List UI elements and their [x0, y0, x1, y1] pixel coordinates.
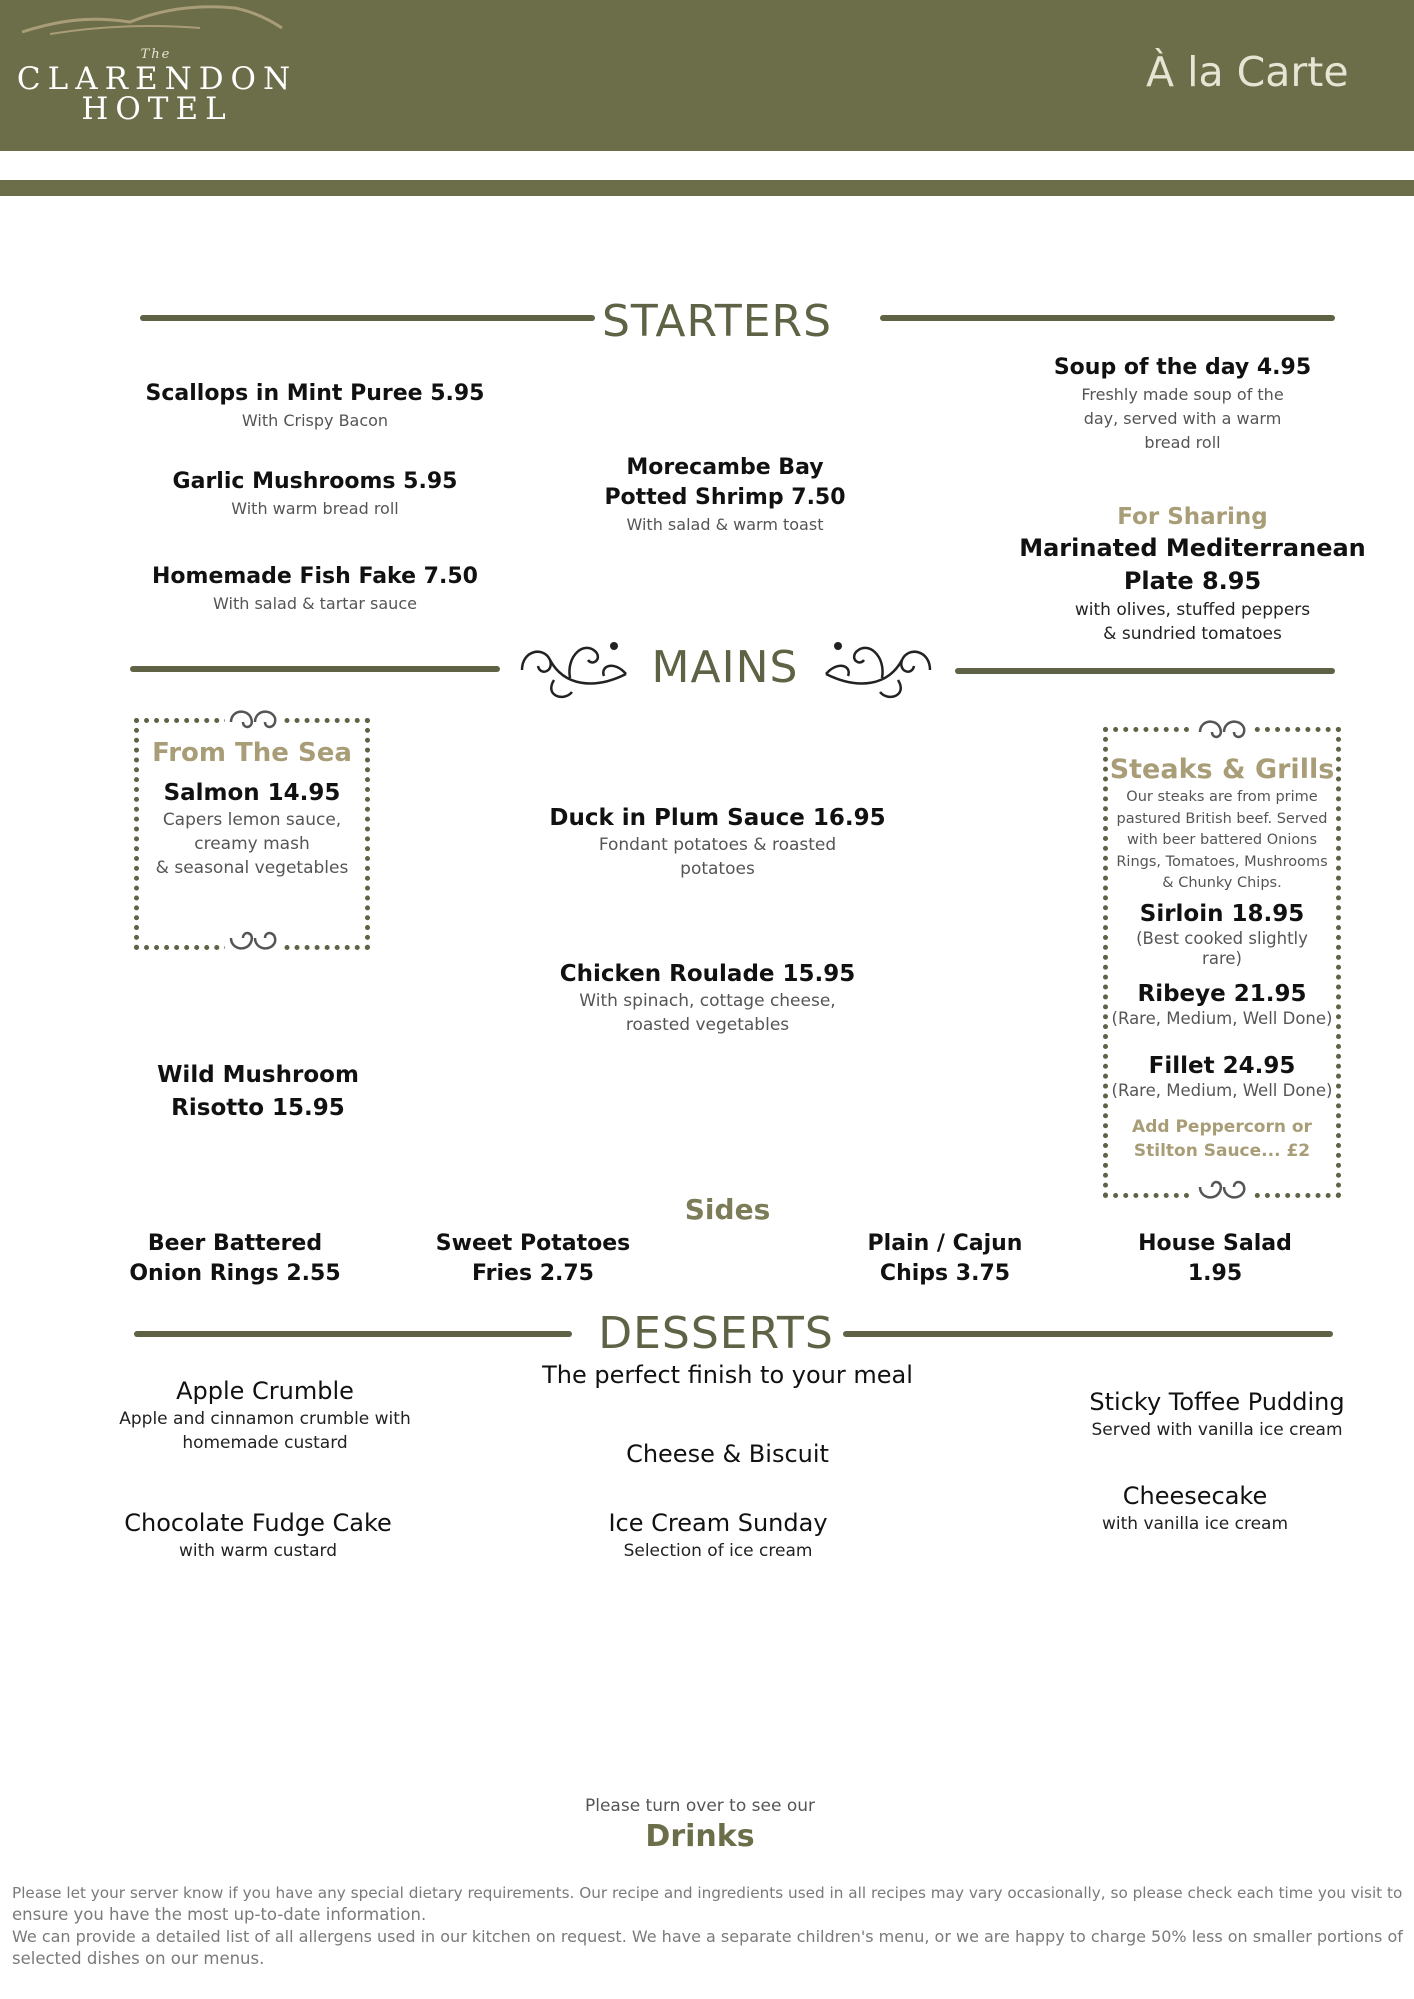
flourish-icon: [1194, 712, 1250, 746]
desserts-rule-left: [134, 1331, 572, 1337]
item-name: Ice Cream Sunday: [608, 1509, 828, 1537]
steaks-grills-content: [1106, 753, 1338, 1163]
item-name: Homemade Fish Fake 7.50: [152, 564, 478, 589]
logo-hotel: HOTEL: [81, 91, 233, 127]
side-line1: Plain / Cajun: [867, 1231, 1023, 1256]
item-desc-line3: & seasonal vegetables: [155, 858, 349, 878]
flourish-icon: [225, 702, 281, 736]
starter-item-potted-shrimp: [545, 453, 905, 537]
item-name: Scallops in Mint Puree 5.95: [145, 381, 485, 406]
item-desc: With Crispy Bacon: [241, 411, 389, 430]
item-desc-line1: Fondant potatoes & roasted: [598, 835, 837, 855]
side-item-sweet-potato-fries: [418, 1229, 648, 1289]
desserts-title: DESSERTS: [598, 1308, 834, 1359]
sirloin-desc-line1: (Best cooked slightly: [1136, 928, 1308, 948]
flourish-icon: [225, 924, 281, 958]
steaks-intro-line3: with beer battered Onions: [1127, 832, 1317, 848]
mains-rule-right: [955, 668, 1335, 674]
item-desc-line2: & sundried tomatoes: [1103, 624, 1282, 644]
from-the-sea-content: [134, 736, 370, 880]
starter-item-scallops: [120, 379, 510, 433]
item-desc-line2: creamy mash: [194, 834, 310, 854]
starter-sharing: [1010, 502, 1375, 646]
sauce-addon-line1: Add Peppercorn or: [1132, 1116, 1312, 1137]
item-name: Cheesecake: [1122, 1482, 1268, 1510]
scroll-ornament-icon: [818, 630, 938, 706]
starter-item-fish-fake: [120, 562, 510, 616]
item-desc: Served with vanilla ice cream: [1091, 1420, 1343, 1440]
desserts-subtitle: The perfect finish to your meal: [542, 1361, 913, 1389]
fillet-name: Fillet 24.95: [1148, 1052, 1296, 1079]
item-name-line1: Wild Mushroom: [157, 1062, 359, 1088]
starter-item-soup: [1010, 353, 1355, 455]
starters-rule-left: [140, 315, 595, 321]
side-line2: Onion Rings 2.55: [129, 1261, 341, 1286]
item-desc: with warm custard: [179, 1541, 337, 1561]
item-desc: With salad & tartar sauce: [213, 594, 417, 613]
sirloin-desc-line2: rare): [1202, 948, 1242, 968]
drinks-link[interactable]: Drinks: [645, 1819, 755, 1854]
side-item-house-salad: [1100, 1229, 1330, 1289]
side-line1: House Salad: [1138, 1231, 1292, 1256]
sirloin-name: Sirloin 18.95: [1139, 900, 1305, 927]
turnover-text: Please turn over to see our: [584, 1796, 815, 1816]
item-desc-line2: roasted vegetables: [625, 1015, 790, 1035]
item-desc-line2: potatoes: [680, 859, 755, 879]
fillet-desc: (Rare, Medium, Well Done): [1111, 1080, 1333, 1100]
side-item-chips: [830, 1229, 1060, 1289]
dessert-item-ice-cream-sunday: [580, 1507, 856, 1563]
footer-line4: selected dishes on our menus.: [12, 1949, 265, 1968]
item-desc-line3: bread roll: [1144, 433, 1221, 452]
item-desc: with vanilla ice cream: [1101, 1514, 1289, 1534]
from-the-sea-heading: From The Sea: [152, 738, 352, 768]
steaks-intro-line5: & Chunky Chips.: [1162, 875, 1282, 891]
hills-logo-icon: [20, 2, 290, 38]
ribeye-desc: (Rare, Medium, Well Done): [1111, 1008, 1333, 1028]
starter-item-garlic-mushrooms: [120, 467, 510, 521]
item-desc-line1: with olives, stuffed peppers: [1074, 600, 1311, 620]
dessert-item-cheese-biscuit: [580, 1438, 875, 1470]
sauce-addon-line2: Stilton Sauce... £2: [1133, 1140, 1311, 1161]
item-desc-line2: day, served with a warm: [1083, 409, 1282, 428]
logo-clarendon: CLARENDON: [16, 61, 298, 97]
side-line2: Fries 2.75: [472, 1261, 594, 1286]
main-item-duck: [540, 803, 895, 881]
header-stripe: [0, 180, 1414, 196]
item-name-line1: Morecambe Bay: [626, 455, 824, 480]
sharing-heading: For Sharing: [1117, 504, 1268, 530]
ribeye-name: Ribeye 21.95: [1137, 980, 1307, 1007]
item-name: Apple Crumble: [176, 1377, 354, 1405]
starters-rule-right: [880, 315, 1335, 321]
item-desc-line1: With spinach, cottage cheese,: [579, 991, 836, 1011]
main-item-risotto: [130, 1059, 386, 1125]
item-desc-line1: Capers lemon sauce,: [162, 810, 342, 830]
steaks-intro-line2: pastured British beef. Served: [1116, 810, 1328, 827]
sides-title: Sides: [684, 1193, 771, 1226]
item-name: Garlic Mushrooms 5.95: [172, 469, 458, 494]
side-line1: Beer Battered: [147, 1231, 323, 1256]
steaks-intro-line4: Rings, Tomatoes, Mushrooms: [1116, 853, 1328, 870]
item-name: Sticky Toffee Pudding: [1089, 1388, 1345, 1416]
side-line2: 1.95: [1187, 1261, 1243, 1286]
side-line2: Chips 3.75: [879, 1261, 1011, 1286]
side-line1: Sweet Potatoes: [435, 1231, 631, 1256]
item-name: Cheese & Biscuit: [626, 1440, 829, 1468]
dessert-item-apple-crumble: [110, 1375, 420, 1455]
footer-line3: We can provide a detailed list of all allergens used in our kitchen on request. We have a separate children's menu, or we are happy to charge 50% less on smaller portions of: [12, 1927, 1403, 1946]
item-desc: With warm bread roll: [231, 499, 399, 518]
item-desc: Selection of ice cream: [623, 1541, 813, 1561]
item-name: Salmon 14.95: [163, 780, 341, 806]
dessert-item-cheesecake: [1066, 1480, 1324, 1536]
mains-title: MAINS: [651, 642, 799, 693]
item-desc: With salad & warm toast: [626, 515, 824, 534]
item-name-line2: Plate 8.95: [1123, 567, 1262, 595]
side-item-onion-rings: [120, 1229, 350, 1289]
item-name: Chocolate Fudge Cake: [124, 1509, 392, 1537]
main-item-chicken: [540, 959, 875, 1037]
flourish-icon: [1194, 1173, 1250, 1207]
footer-line1: Please let your server know if you have any special dietary requirements. Our recipe and ingredients used in all recipes may vary occasionally, so please check each time you visit to: [12, 1884, 1403, 1902]
item-name: Duck in Plum Sauce 16.95: [549, 805, 886, 831]
desserts-rule-right: [843, 1331, 1333, 1337]
steaks-heading: Steaks & Grills: [1109, 754, 1335, 785]
item-name: Chicken Roulade 15.95: [559, 961, 856, 987]
mains-rule-left: [130, 666, 500, 672]
steaks-intro-line1: Our steaks are from prime: [1126, 789, 1318, 805]
item-name: Soup of the day 4.95: [1053, 355, 1312, 380]
item-name-line2: Risotto 15.95: [171, 1095, 345, 1121]
starters-title: STARTERS: [601, 296, 833, 347]
dessert-item-chocolate-fudge-cake: [110, 1507, 406, 1563]
dessert-item-sticky-toffee-pudding: [1066, 1386, 1368, 1442]
logo-the: The: [140, 47, 172, 62]
page-title: À la Carte: [1146, 48, 1349, 96]
scroll-ornament-icon: [514, 630, 634, 706]
item-desc-line1: Freshly made soup of the: [1081, 385, 1284, 404]
item-desc-line2: homemade custard: [182, 1433, 348, 1453]
item-name-line2: Potted Shrimp 7.50: [604, 485, 846, 510]
item-name-line1: Marinated Mediterranean: [1019, 534, 1366, 562]
dietary-notice: [12, 1882, 1412, 1970]
footer-line2: ensure you have the most up-to-date information.: [12, 1905, 427, 1924]
item-desc-line1: Apple and cinnamon crumble with: [119, 1409, 411, 1429]
